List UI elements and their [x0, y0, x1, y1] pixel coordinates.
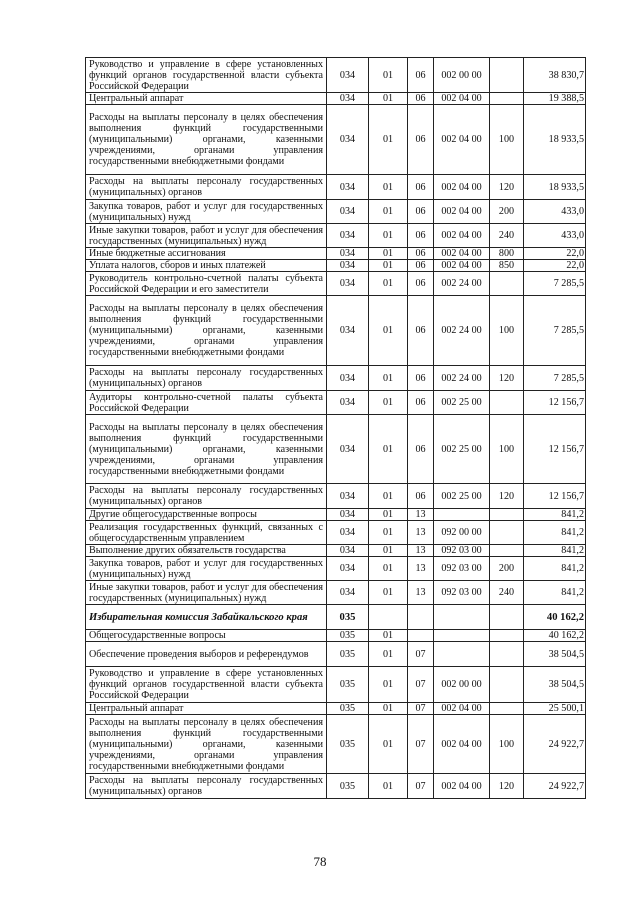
row-section-code: 01: [369, 260, 408, 272]
row-amount: 19 388,5: [524, 93, 586, 105]
row-subsection-code: 06: [408, 272, 434, 296]
row-target-code: 002 04 00: [434, 105, 490, 175]
row-expense-code: [490, 605, 524, 630]
row-name: Расходы на выплаты персоналу государственных (муниципальных) органов: [86, 175, 327, 200]
row-amount: 22,0: [524, 260, 586, 272]
table-row: [86, 545, 586, 557]
row-ministry-code: 034: [327, 248, 369, 260]
row-expense-code: 200: [490, 200, 524, 224]
row-subsection-code: 06: [408, 484, 434, 509]
row-ministry-code: 034: [327, 58, 369, 93]
row-ministry-code: 034: [327, 224, 369, 248]
row-target-code: 002 04 00: [434, 200, 490, 224]
row-ministry-code: 035: [327, 630, 369, 642]
row-name: Обеспечение проведения выборов и референдумов: [86, 642, 327, 667]
row-subsection-code: 07: [408, 715, 434, 774]
row-expense-code: [490, 642, 524, 667]
table-row: [86, 667, 586, 703]
row-ministry-code: 034: [327, 260, 369, 272]
row-section-code: 01: [369, 415, 408, 484]
row-expense-code: [490, 58, 524, 93]
row-name: Расходы на выплаты персоналу в целях обеспечения выполнения функций государственными (муниципальными) органами, казенными учреждениями, органами управления государственными внебюджетными фондами: [86, 296, 327, 366]
row-subsection-code: 06: [408, 105, 434, 175]
row-section-code: 01: [369, 58, 408, 93]
row-name: Иные закупки товаров, работ и услуг для обеспечения государственных (муниципальных) нужд: [86, 224, 327, 248]
row-target-code: 002 04 00: [434, 774, 490, 799]
row-amount: 24 922,7: [524, 774, 586, 799]
table-row: [86, 93, 586, 105]
row-amount: 18 933,5: [524, 175, 586, 200]
row-section-code: 01: [369, 581, 408, 605]
table-row: [86, 509, 586, 521]
row-target-code: 002 04 00: [434, 260, 490, 272]
table-row: [86, 557, 586, 581]
row-ministry-code: 034: [327, 545, 369, 557]
row-target-code: 092 03 00: [434, 545, 490, 557]
row-section-code: 01: [369, 630, 408, 642]
row-subsection-code: 06: [408, 200, 434, 224]
row-name: Закупка товаров, работ и услуг для государственных (муниципальных) нужд: [86, 200, 327, 224]
row-ministry-code: 034: [327, 391, 369, 415]
row-subsection-code: 06: [408, 366, 434, 391]
row-name: Общегосударственные вопросы: [86, 630, 327, 642]
row-expense-code: [490, 667, 524, 703]
row-subsection-code: 07: [408, 774, 434, 799]
row-target-code: 002 24 00: [434, 366, 490, 391]
row-target-code: 002 04 00: [434, 224, 490, 248]
row-amount: 24 922,7: [524, 715, 586, 774]
row-name: Центральный аппарат: [86, 93, 327, 105]
row-expense-code: [490, 545, 524, 557]
row-name: Избирательная комиссия Забайкальского края: [86, 605, 327, 630]
row-subsection-code: [408, 630, 434, 642]
row-subsection-code: 07: [408, 642, 434, 667]
row-subsection-code: 06: [408, 415, 434, 484]
row-section-code: 01: [369, 248, 408, 260]
row-expense-code: 200: [490, 557, 524, 581]
row-expense-code: [490, 521, 524, 545]
row-name: Центральный аппарат: [86, 703, 327, 715]
row-section-code: 01: [369, 715, 408, 774]
row-ministry-code: 034: [327, 200, 369, 224]
row-amount: 18 933,5: [524, 105, 586, 175]
row-amount: 7 285,5: [524, 296, 586, 366]
row-section-code: [369, 605, 408, 630]
row-name: Иные бюджетные ассигнования: [86, 248, 327, 260]
row-expense-code: 240: [490, 224, 524, 248]
row-section-code: 01: [369, 93, 408, 105]
row-name: Реализация государственных функций, связанных с общегосударственным управлением: [86, 521, 327, 545]
row-target-code: 002 04 00: [434, 175, 490, 200]
row-section-code: 01: [369, 667, 408, 703]
row-expense-code: [490, 272, 524, 296]
row-amount: 38 830,7: [524, 58, 586, 93]
row-amount: 841,2: [524, 581, 586, 605]
row-expense-code: 240: [490, 581, 524, 605]
row-ministry-code: 035: [327, 667, 369, 703]
row-expense-code: 120: [490, 774, 524, 799]
row-expense-code: [490, 93, 524, 105]
budget-table: [85, 57, 586, 799]
table-row: [86, 224, 586, 248]
row-ministry-code: 035: [327, 774, 369, 799]
row-subsection-code: 13: [408, 557, 434, 581]
row-amount: 12 156,7: [524, 484, 586, 509]
row-section-code: 01: [369, 272, 408, 296]
row-amount: 7 285,5: [524, 366, 586, 391]
row-subsection-code: 13: [408, 509, 434, 521]
row-expense-code: 120: [490, 366, 524, 391]
page-number: 78: [313, 854, 327, 869]
row-target-code: 002 24 00: [434, 272, 490, 296]
row-ministry-code: 034: [327, 509, 369, 521]
row-name: Другие общегосударственные вопросы: [86, 509, 327, 521]
row-subsection-code: 06: [408, 175, 434, 200]
row-name: Уплата налогов, сборов и иных платежей: [86, 260, 327, 272]
row-expense-code: [490, 509, 524, 521]
row-subsection-code: 13: [408, 521, 434, 545]
row-name: Руководитель контрольно-счетной палаты субъекта Российской Федерации и его заместители: [86, 272, 327, 296]
row-name: Расходы на выплаты персоналу в целях обеспечения выполнения функций государственными (муниципальными) органами, казенными учреждениями, органами управления государственными внебюджетными фондами: [86, 415, 327, 484]
table-row: [86, 630, 586, 642]
table-row: [86, 175, 586, 200]
row-target-code: 002 25 00: [434, 415, 490, 484]
row-expense-code: [490, 630, 524, 642]
row-ministry-code: 034: [327, 272, 369, 296]
row-ministry-code: 034: [327, 581, 369, 605]
row-section-code: 01: [369, 509, 408, 521]
table-row: [86, 484, 586, 509]
row-name: Закупка товаров, работ и услуг для государственных (муниципальных) нужд: [86, 557, 327, 581]
table-row: [86, 715, 586, 774]
row-expense-code: 120: [490, 175, 524, 200]
table-row: [86, 272, 586, 296]
row-amount: 433,0: [524, 200, 586, 224]
table-row: [86, 260, 586, 272]
row-amount: 841,2: [524, 509, 586, 521]
row-section-code: 01: [369, 774, 408, 799]
row-ministry-code: 034: [327, 366, 369, 391]
row-name: Руководство и управление в сфере установленных функций органов государственной власти субъекта Российской Федерации: [86, 58, 327, 93]
row-target-code: 002 04 00: [434, 715, 490, 774]
row-ministry-code: 034: [327, 557, 369, 581]
row-target-code: 002 25 00: [434, 484, 490, 509]
table-row: [86, 415, 586, 484]
row-subsection-code: 13: [408, 545, 434, 557]
row-name: Расходы на выплаты персоналу в целях обеспечения выполнения функций государственными (муниципальными) органами, казенными учреждениями, органами управления государственными внебюджетными фондами: [86, 105, 327, 175]
row-target-code: 002 00 00: [434, 58, 490, 93]
budget-table-body: [86, 58, 586, 799]
row-expense-code: 100: [490, 415, 524, 484]
row-name: Иные закупки товаров, работ и услуг для обеспечения государственных (муниципальных) нужд: [86, 581, 327, 605]
row-subsection-code: 06: [408, 58, 434, 93]
table-row: [86, 774, 586, 799]
row-subsection-code: 06: [408, 260, 434, 272]
row-section-code: 01: [369, 484, 408, 509]
table-row: [86, 581, 586, 605]
row-ministry-code: 034: [327, 521, 369, 545]
table-row: [86, 391, 586, 415]
row-expense-code: 850: [490, 260, 524, 272]
row-target-code: 002 25 00: [434, 391, 490, 415]
row-target-code: 002 00 00: [434, 667, 490, 703]
row-amount: 841,2: [524, 545, 586, 557]
row-target-code: 002 04 00: [434, 248, 490, 260]
table-row: [86, 366, 586, 391]
row-ministry-code: 034: [327, 484, 369, 509]
row-target-code: [434, 642, 490, 667]
row-target-code: [434, 630, 490, 642]
row-subsection-code: 06: [408, 248, 434, 260]
row-section-code: 01: [369, 703, 408, 715]
row-amount: 841,2: [524, 557, 586, 581]
row-ministry-code: 034: [327, 415, 369, 484]
row-subsection-code: 13: [408, 581, 434, 605]
row-amount: 7 285,5: [524, 272, 586, 296]
row-ministry-code: 034: [327, 93, 369, 105]
row-ministry-code: 034: [327, 105, 369, 175]
row-ministry-code: 034: [327, 175, 369, 200]
row-subsection-code: 06: [408, 391, 434, 415]
row-target-code: 092 03 00: [434, 557, 490, 581]
row-section-code: 01: [369, 557, 408, 581]
row-ministry-code: 035: [327, 605, 369, 630]
row-ministry-code: 035: [327, 642, 369, 667]
row-name: Аудиторы контрольно-счетной палаты субъекта Российской Федерации: [86, 391, 327, 415]
row-name: Расходы на выплаты персоналу государственных (муниципальных) органов: [86, 366, 327, 391]
row-section-code: 01: [369, 545, 408, 557]
row-section-code: 01: [369, 642, 408, 667]
row-amount: 841,2: [524, 521, 586, 545]
row-target-code: 002 04 00: [434, 93, 490, 105]
row-expense-code: 100: [490, 715, 524, 774]
row-expense-code: 100: [490, 296, 524, 366]
row-amount: 433,0: [524, 224, 586, 248]
row-target-code: 092 03 00: [434, 581, 490, 605]
row-amount: 38 504,5: [524, 667, 586, 703]
table-row: [86, 521, 586, 545]
row-amount: 40 162,2: [524, 630, 586, 642]
row-subsection-code: 06: [408, 224, 434, 248]
table-row: [86, 105, 586, 175]
row-expense-code: 120: [490, 484, 524, 509]
row-section-code: 01: [369, 175, 408, 200]
row-name: Выполнение других обязательств государства: [86, 545, 327, 557]
row-amount: 40 162,2: [524, 605, 586, 630]
row-name: Расходы на выплаты персоналу государственных (муниципальных) органов: [86, 774, 327, 799]
table-row: [86, 703, 586, 715]
row-target-code: 002 04 00: [434, 703, 490, 715]
table-row: [86, 200, 586, 224]
row-ministry-code: 034: [327, 296, 369, 366]
row-section-code: 01: [369, 105, 408, 175]
row-section-code: 01: [369, 521, 408, 545]
row-section-code: 01: [369, 391, 408, 415]
row-target-code: 002 24 00: [434, 296, 490, 366]
table-row: [86, 605, 586, 630]
row-ministry-code: 035: [327, 715, 369, 774]
table-row: [86, 58, 586, 93]
row-expense-code: 100: [490, 105, 524, 175]
row-amount: 38 504,5: [524, 642, 586, 667]
row-target-code: [434, 509, 490, 521]
row-name: Руководство и управление в сфере установленных функций органов государственной власти субъекта Российской Федерации: [86, 667, 327, 703]
row-target-code: 092 00 00: [434, 521, 490, 545]
row-target-code: [434, 605, 490, 630]
row-amount: 22,0: [524, 248, 586, 260]
row-subsection-code: 07: [408, 667, 434, 703]
row-subsection-code: 06: [408, 296, 434, 366]
row-ministry-code: 035: [327, 703, 369, 715]
row-section-code: 01: [369, 200, 408, 224]
row-section-code: 01: [369, 296, 408, 366]
row-subsection-code: 07: [408, 703, 434, 715]
row-name: Расходы на выплаты персоналу государственных (муниципальных) органов: [86, 484, 327, 509]
row-name: Расходы на выплаты персоналу в целях обеспечения выполнения функций государственными (муниципальными) органами, казенными учреждениями, органами управления государственными внебюджетными фондами: [86, 715, 327, 774]
row-expense-code: [490, 703, 524, 715]
table-row: [86, 642, 586, 667]
row-section-code: 01: [369, 366, 408, 391]
table-row: [86, 248, 586, 260]
row-subsection-code: [408, 605, 434, 630]
row-subsection-code: 06: [408, 93, 434, 105]
row-expense-code: [490, 391, 524, 415]
row-expense-code: 800: [490, 248, 524, 260]
row-amount: 12 156,7: [524, 415, 586, 484]
table-row: [86, 296, 586, 366]
row-amount: 25 500,1: [524, 703, 586, 715]
row-section-code: 01: [369, 224, 408, 248]
row-amount: 12 156,7: [524, 391, 586, 415]
